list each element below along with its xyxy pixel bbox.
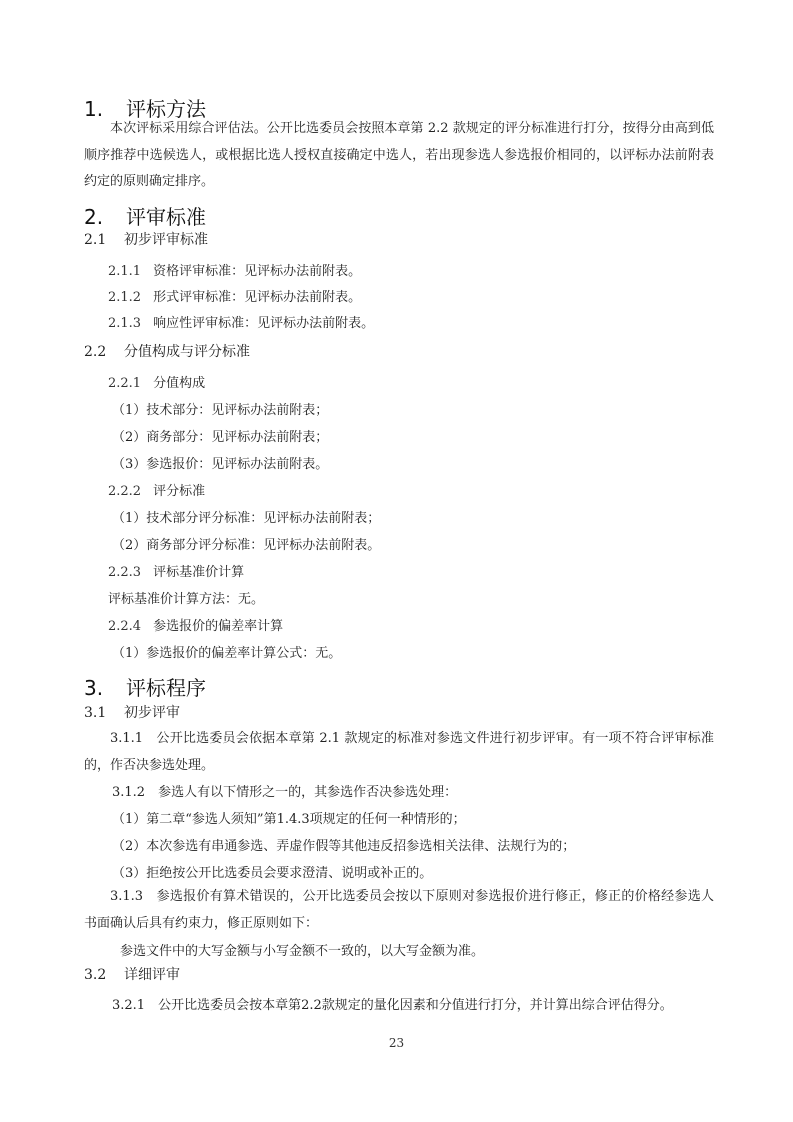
clause-text: 形式评审标准：见评标办法前附表。: [153, 290, 362, 305]
clause-number: 2.2.4: [108, 619, 142, 634]
clause-2-1-3: [108, 312, 374, 331]
subsection-3-2-heading: [84, 964, 180, 984]
correction-rule: 参选文件中的大写金额与小写金额不一致的，以大写金额为准。: [120, 944, 485, 959]
section-number: 1.: [84, 97, 104, 121]
list-item: （3）参选报价：见评标办法前附表。: [112, 457, 329, 472]
clause-number: 2.1.3: [108, 316, 142, 331]
clause-3-2-1: 3.2.1 公开比选委员会按本章第2.2款规定的量化因素和分值进行打分，并计算出综合评估得分。: [112, 998, 673, 1013]
subsection-title: 分值构成与评分标准: [124, 344, 250, 360]
list-item: （2）商务部分：见评标办法前附表；: [112, 430, 329, 445]
clause-title: 分值构成: [153, 376, 206, 391]
clause-number: 2.2.1: [108, 376, 142, 391]
clause-number: 2.2.2: [108, 484, 142, 499]
subsection-2-2-heading: [84, 341, 250, 361]
clause-3-1-3: 3.1.3 参选报价有算术错误的，公开比选委员会按以下原则对参选报价进行修正，修正的价格经参选人书面确认后具有约束力，修正原则如下：: [84, 889, 714, 931]
subsection-number: 2.1: [84, 232, 107, 248]
subsection-2-1-heading: [84, 229, 208, 249]
clause-3-1-2: 3.1.2 参选人有以下情形之一的，其参选作否决参选处理：: [112, 785, 458, 800]
section-1-paragraph: 本次评标采用综合评估法。公开比选委员会按照本章第 2.2 款规定的评分标准进行打分，按得分由高到低顺序推荐中选候选人，或根据比选人授权直接确定中选人，若出现参选人参选报价相同的，以评标办法前附表约定的原则确定排序。: [84, 121, 714, 189]
list-item: （2）本次参选有串通参选、弄虚作假等其他违反招参选相关法律、法规行为的；: [112, 839, 576, 854]
section-title: 评标程序: [126, 676, 206, 700]
page-number: 23: [388, 1036, 405, 1050]
list-item: （1）技术部分：见评标办法前附表；: [112, 403, 329, 418]
clause-2-2-4: [108, 615, 283, 634]
section-3-heading: [84, 672, 206, 701]
subsection-title: 详细评审: [124, 967, 180, 983]
subsection-number: 3.1: [84, 705, 107, 721]
clause-text: （1）参选报价的偏差率计算公式：无。: [112, 646, 342, 661]
section-number: 2.: [84, 205, 104, 229]
clause-title: 评分标准: [153, 484, 206, 499]
list-item: （3）拒绝按公开比选委员会要求澄清、说明或补正的。: [112, 866, 433, 881]
subsection-3-1-heading: [84, 702, 180, 722]
clause-2-2-1: [108, 372, 205, 391]
section-2-heading: [84, 201, 206, 230]
subsection-number: 3.2: [84, 967, 107, 983]
section-title: 评标方法: [126, 97, 206, 121]
subsection-title: 初步评审: [124, 705, 180, 721]
clause-title: 评标基准价计算: [153, 565, 245, 580]
list-item: （2）商务部分评分标准：见评标办法前附表。: [112, 538, 381, 553]
list-item: （1）技术部分评分标准：见评标办法前附表；: [112, 511, 381, 526]
clause-2-1-1: [108, 260, 361, 279]
clause-number: 2.2.3: [108, 565, 142, 580]
clause-2-2-3: [108, 561, 244, 580]
clause-3-1-1: 3.1.1 公开比选委员会依据本章第 2.1 款规定的标准对参选文件进行初步评审。有一项不符合评审标准的，作否决参选处理。: [84, 731, 714, 773]
clause-text: 响应性评审标准：见评标办法前附表。: [153, 316, 375, 331]
clause-2-2-2: [108, 480, 205, 499]
subsection-title: 初步评审标准: [124, 232, 208, 248]
clause-number: 2.1.1: [108, 264, 142, 279]
clause-text: 资格评审标准：见评标办法前附表。: [153, 264, 362, 279]
list-item: （1）第二章“参选人须知”第1.4.3项规定的任何一种情形的；: [112, 812, 466, 827]
section-title: 评审标准: [126, 205, 206, 229]
clause-2-1-2: [108, 286, 361, 305]
clause-title: 参选报价的偏差率计算: [153, 619, 284, 634]
section-number: 3.: [84, 676, 104, 700]
subsection-number: 2.2: [84, 344, 107, 360]
clause-text: 评标基准价计算方法：无。: [108, 592, 265, 607]
clause-number: 2.1.2: [108, 290, 142, 305]
